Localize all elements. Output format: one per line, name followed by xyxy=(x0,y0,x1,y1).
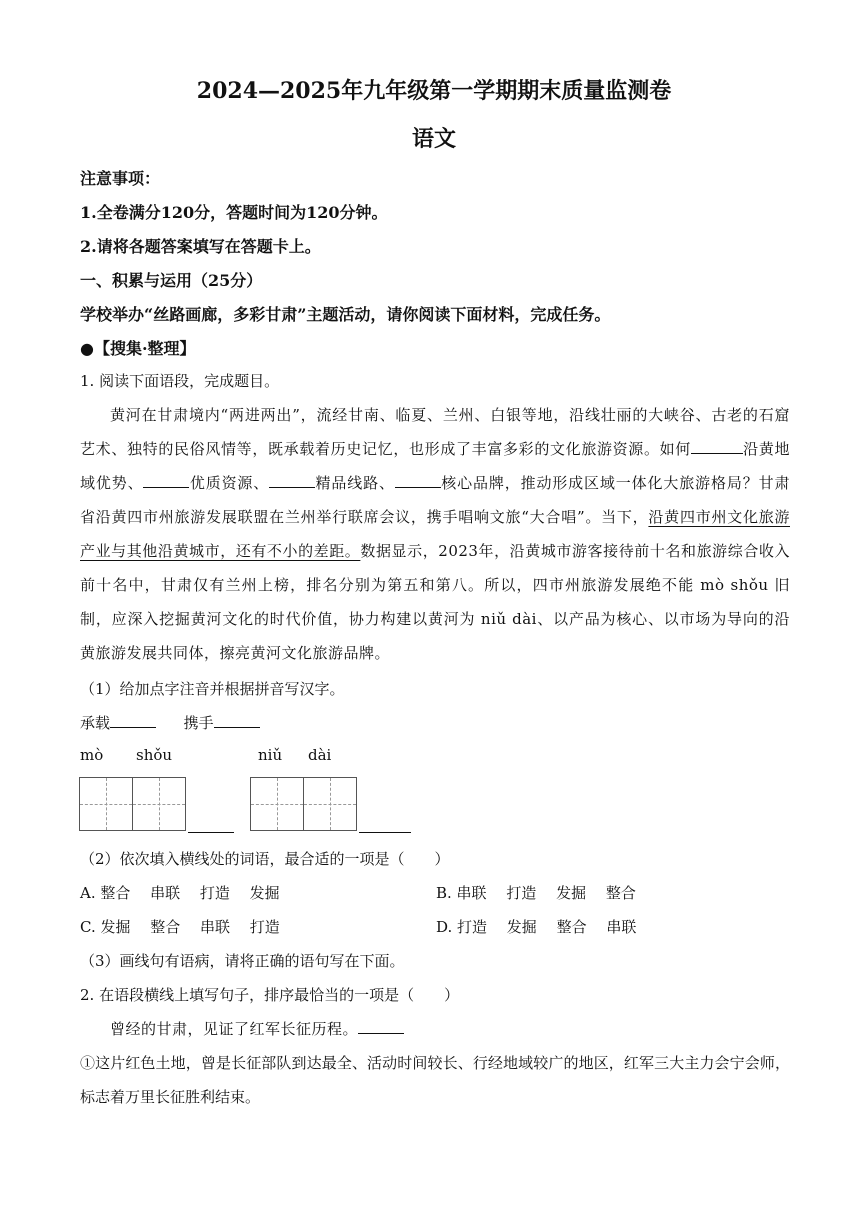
grid-cell[interactable] xyxy=(304,778,356,830)
option-c[interactable]: C. 发掘 整合 串联 打造 xyxy=(80,918,280,936)
passage-text: 黄河在甘肃境内“两进两出”，流经甘南、临夏、兰州、白银等地，沿线壮丽的大峡谷、古老的石窟艺术、独特的民俗风情等，既承载着历史记忆，也形成了丰富多彩的文化旅游资源。如何 xyxy=(80,406,790,458)
blank-3 xyxy=(269,473,315,488)
blank-2 xyxy=(143,473,189,488)
passage-text: 优质资源、 xyxy=(189,474,270,492)
passage-text: 沿黄地域优势、 xyxy=(80,440,790,492)
blank-1 xyxy=(691,439,743,454)
blank-4 xyxy=(395,473,441,488)
question-2-stem: 2. 在语段横线上填写句子，排序最恰当的一项是（ ） xyxy=(80,986,460,1004)
word-chengzai: 承载 xyxy=(80,714,111,732)
section-intro: 学校举办“丝路画廊，多彩甘肃”主题活动，请你阅读下面材料，完成任务。 xyxy=(80,305,611,324)
answer-blank[interactable] xyxy=(358,1019,404,1034)
writing-grid-2[interactable] xyxy=(250,777,357,831)
underlined-sentence: 沿黄四市州文化旅游产业与其他沿黄城市，还有不小的差距。 xyxy=(80,508,790,560)
lead-sentence: 曾经的甘肃，见证了红军长征历程。 xyxy=(110,1020,359,1038)
option-d[interactable]: D. 打造 发掘 整合 串联 xyxy=(436,918,637,936)
exam-title: 2024—2025年九年级第一学期期末质量监测卷 xyxy=(196,78,672,104)
sub-question-3: （3）画线句有语病，请将正确的语句写在下面。 xyxy=(80,952,405,970)
sub-question-2: （2）依次填入横线处的词语，最合适的一项是（ ） xyxy=(80,850,450,868)
answer-line xyxy=(359,832,411,833)
question-1-stem: 1. 阅读下面语段，完成题目。 xyxy=(80,372,280,390)
question-2-item-1: ①这片红色土地，曾是长征部队到达最全、活动时间较长、行经地域较广的地区，红军三大主力会宁会师，标志着万里长征胜利结束。 xyxy=(80,1054,790,1106)
passage-text: 数据显示，2023年，沿黄城市游客接待前十名和旅游综合收入前十名中，甘肃仅有兰州上榜，排名分别为第五和第八。所以，四市州旅游发展绝不能 mò shǒu 旧制，应深入挖掘黄河文化的时代价值，协力构建以黄河为 niǔ dài、以产品为核心、以市场为导向的沿黄旅游发展共同体，擦亮黄河文化旅游品牌。 xyxy=(80,542,790,662)
sub-question-1: （1）给加点字注音并根据拼音写汉字。 xyxy=(80,680,345,698)
word-xieshou: 携手 xyxy=(183,714,214,732)
subsection-heading: ●【搜集·整理】 xyxy=(80,339,196,358)
section-heading: 一、积累与运用（25分） xyxy=(80,271,263,290)
writing-grid-1[interactable] xyxy=(79,777,186,831)
pinyin-dai: dài xyxy=(308,746,332,764)
passage xyxy=(80,398,790,670)
word-pinyin-row xyxy=(80,712,260,733)
subject-title: 语文 xyxy=(411,126,456,152)
notes-item-1: 1.全卷满分120分，答题时间为120分钟。 xyxy=(80,203,388,222)
grid-cell[interactable] xyxy=(133,778,185,830)
option-b[interactable]: B. 串联 打造 发掘 整合 xyxy=(436,884,636,902)
grid-cell[interactable] xyxy=(80,778,133,830)
notes-item-2: 2.请将各题答案填写在答题卡上。 xyxy=(80,237,321,256)
notes-heading: 注意事项： xyxy=(80,169,161,188)
answer-blank[interactable] xyxy=(214,713,260,728)
answer-blank[interactable] xyxy=(110,713,156,728)
passage-text: 精品线路、 xyxy=(315,474,395,492)
passage-text: 核心品牌，推动形成区域一体化大旅游格局？甘肃省沿黄四市州旅游发展联盟在兰州举行联席会议，携手唱响文旅“大合唱”。当下， xyxy=(80,474,790,526)
option-a[interactable]: A. 整合 串联 打造 发掘 xyxy=(80,884,280,902)
answer-line xyxy=(188,832,234,833)
question-2-lead xyxy=(110,1018,404,1039)
grid-cell[interactable] xyxy=(251,778,304,830)
pinyin-mo: mò xyxy=(80,746,104,764)
pinyin-niu: niǔ xyxy=(258,746,283,764)
pinyin-shou: shǒu xyxy=(136,746,173,764)
